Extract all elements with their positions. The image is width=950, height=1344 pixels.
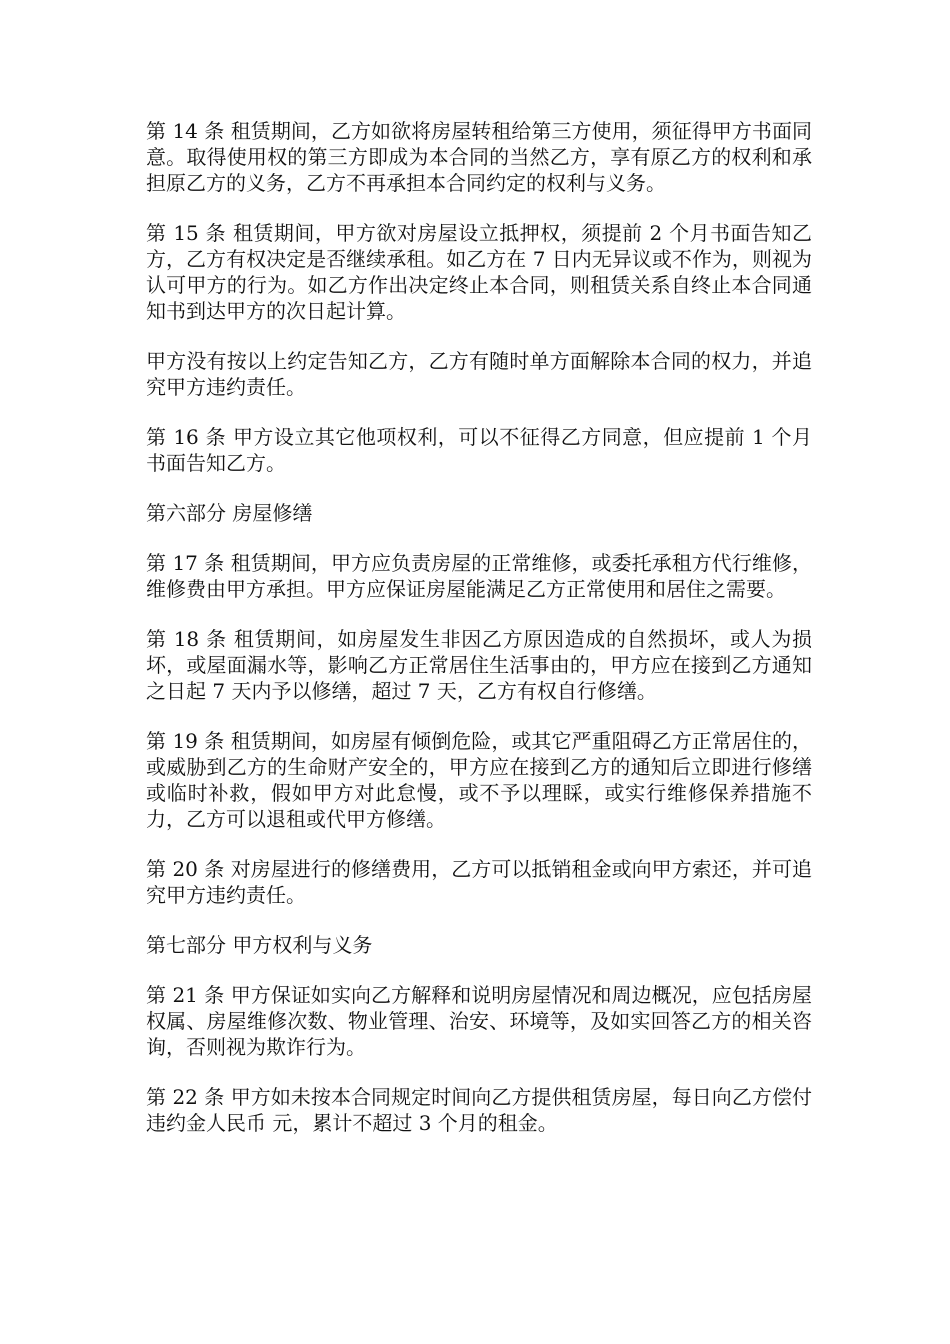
section-heading-part-6: 第六部分 房屋修缮 [146, 501, 313, 525]
clause-14: 第 14 条 租赁期间，乙方如欲将房屋转租给第三方使用，须征得甲方书面同意。取得使用权的第三方即成为本合同的当然乙方，享有原乙方的权利和承担原乙方的义务，乙方不再承担本合同约定的权利与义务。 [146, 119, 812, 195]
clause-20: 第 20 条 对房屋进行的修缮费用，乙方可以抵销租金或向甲方索还，并可追究甲方违约责任。 [146, 857, 812, 907]
clause-21: 第 21 条 甲方保证如实向乙方解释和说明房屋情况和周边概况，应包括房屋权属、房屋维修次数、物业管理、治安、环境等，及如实回答乙方的相关咨询，否则视为欺诈行为。 [146, 983, 812, 1059]
clause-18: 第 18 条 租赁期间，如房屋发生非因乙方原因造成的自然损坏，或人为损坏，或屋面漏水等，影响乙方正常居住生活事由的，甲方应在接到乙方通知之日起 7 天内予以修缮，超过 7 天，乙方有权自行修缮。 [146, 627, 812, 703]
clause-15: 第 15 条 租赁期间，甲方欲对房屋设立抵押权，须提前 2 个月书面告知乙方，乙方有权决定是否继续承租。如乙方在 7 日内无异议或不作为，则视为认可甲方的行为。如乙方作出决定终止本合同，则租赁关系自终止本合同通知书到达甲方的次日起计算。 [146, 221, 812, 323]
clause-15-supplement: 甲方没有按以上约定告知乙方，乙方有随时单方面解除本合同的权力，并追究甲方违约责任。 [146, 349, 812, 399]
clause-22: 第 22 条 甲方如未按本合同规定时间向乙方提供租赁房屋，每日向乙方偿付违约金人民币 元，累计不超过 3 个月的租金。 [146, 1085, 812, 1135]
document-page [146, 118, 812, 1160]
clause-16: 第 16 条 甲方设立其它他项权利，可以不征得乙方同意，但应提前 1 个月书面告知乙方。 [146, 425, 812, 475]
section-heading-part-7: 第七部分 甲方权利与义务 [146, 933, 373, 957]
clause-17: 第 17 条 租赁期间，甲方应负责房屋的正常维修，或委托承租方代行维修，维修费由甲方承担。甲方应保证房屋能满足乙方正常使用和居住之需要。 [146, 551, 812, 601]
clause-19: 第 19 条 租赁期间，如房屋有倾倒危险，或其它严重阻碍乙方正常居住的，或威胁到乙方的生命财产安全的，甲方应在接到乙方的通知后立即进行修缮或临时补救，假如甲方对此怠慢，或不予以理睬，或实行维修保养措施不力，乙方可以退租或代甲方修缮。 [146, 729, 812, 831]
